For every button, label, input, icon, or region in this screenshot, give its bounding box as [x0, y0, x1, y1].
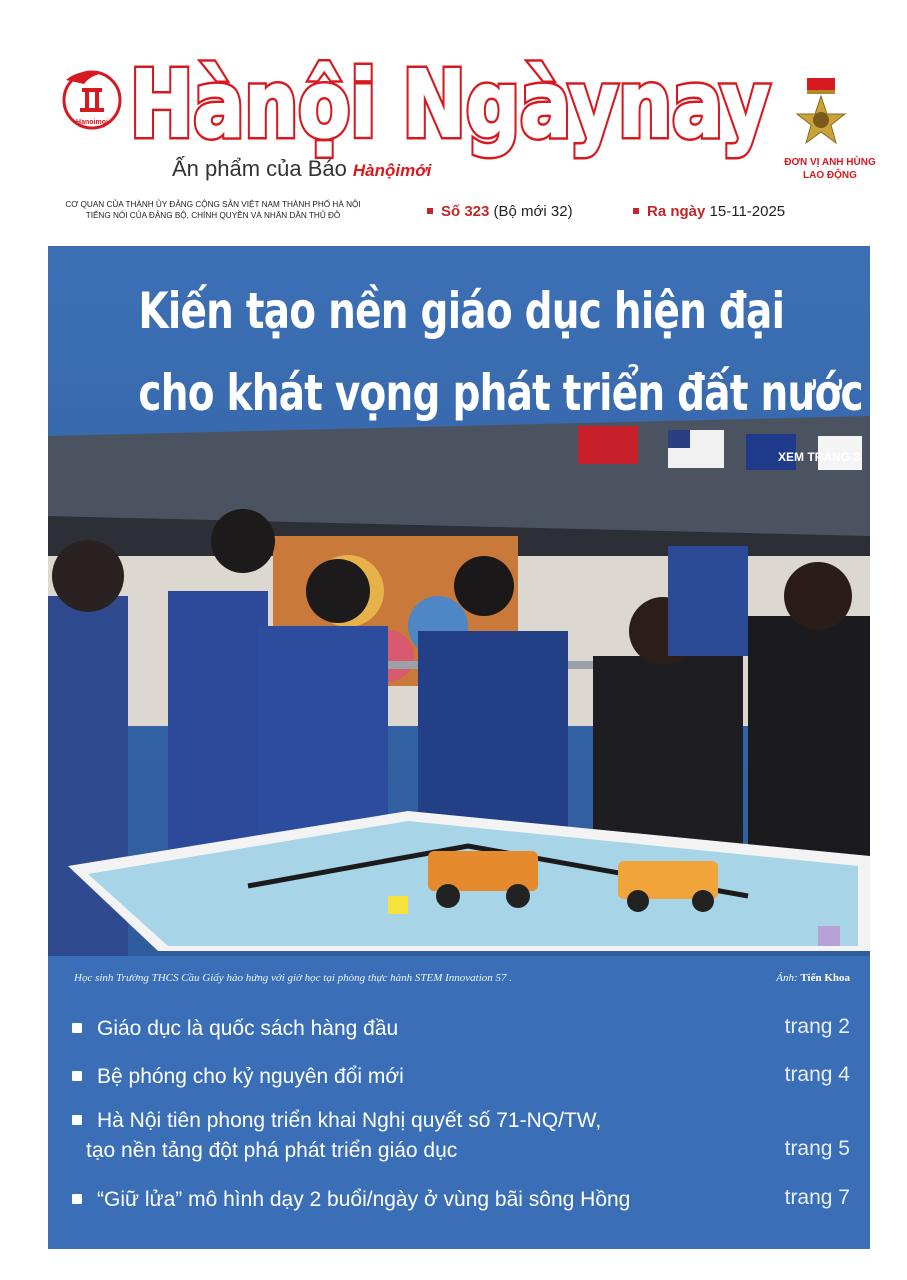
photo-caption: Học sinh Trường THCS Cầu Giấy hào hứng với giờ học tại phòng thực hành STEM Innovation 57 . — [74, 972, 513, 984]
toc-title-line-2: tạo nền tảng đột phá phát triển giáo dục — [86, 1139, 458, 1162]
newspaper-emblem-icon — [60, 62, 124, 134]
toc-title: Giáo dục là quốc sách hàng đầu — [97, 1017, 399, 1040]
see-page-link[interactable]: XEM TRANG 3 — [777, 450, 860, 464]
date-value: 15-11-2025 — [709, 203, 786, 220]
toc-title: Hà Nội tiên phong triển khai Nghị quyết số 71-NQ/TW, — [97, 1109, 602, 1132]
issue-date — [633, 203, 785, 220]
toc-item[interactable] — [72, 1062, 852, 1094]
square-bullet-icon — [427, 208, 433, 214]
agency-line-1: CƠ QUAN CỦA THÀNH ỦY ĐẢNG CỘNG SẢN VIỆT NAM THÀNH PHỐ HÀ NỘI — [65, 200, 361, 209]
toc-page: trang 4 — [784, 1063, 850, 1086]
toc-page: trang 7 — [784, 1186, 850, 1209]
award-label: ĐƠN VỊ ANH HÙNG LAO ĐỘNG — [784, 157, 876, 181]
subtitle-text: Ấn phẩm của Báo — [172, 156, 347, 181]
agency-line-2: TIẾNG NÓI CỦA ĐẢNG BỘ, CHÍNH QUYỀN VÀ NHÂN DÂN THỦ ĐÔ — [85, 211, 341, 220]
square-bullet-icon — [633, 208, 639, 214]
hero-medal-icon — [795, 76, 847, 158]
credit-name: Tiến Khoa — [800, 972, 850, 984]
bullet-icon — [72, 1194, 82, 1204]
agency-block — [48, 199, 378, 221]
masthead-title — [130, 44, 780, 164]
issue-number — [427, 203, 573, 220]
issue-label: Số 323 — [441, 203, 490, 220]
date-label: Ra ngày — [647, 203, 706, 220]
toc-title: “Giữ lửa” mô hình dạy 2 buổi/ngày ở vùng bãi sông Hồng — [97, 1188, 631, 1211]
bullet-icon — [72, 1115, 82, 1125]
toc-item[interactable] — [72, 1106, 852, 1168]
toc-item[interactable] — [72, 1185, 852, 1217]
toc-page: trang 5 — [784, 1137, 850, 1160]
photo-credit — [700, 972, 850, 984]
headline-line-1: Kiến tạo nền giáo dục hiện đại — [138, 282, 785, 340]
issue-series: (Bộ mới 32) — [493, 203, 573, 220]
headline-line-2: cho khát vọng phát triển đất nước — [138, 364, 863, 422]
publisher-name: Hànộimới — [352, 161, 432, 180]
toc-item[interactable] — [72, 1014, 852, 1046]
cover-headline — [138, 270, 863, 434]
emblem-caption: Hanoimoi — [76, 119, 108, 126]
toc-page: trang 2 — [784, 1015, 850, 1038]
bullet-icon — [72, 1023, 82, 1033]
bullet-icon — [72, 1071, 82, 1081]
credit-label: Ảnh: — [776, 972, 798, 984]
svg-text:Hànội Ngàynay: Hànội Ngàynay — [130, 51, 770, 158]
svg-text:Hànội Ngàynay: Hànội Ngàynay — [130, 51, 770, 158]
masthead-subtitle — [172, 156, 431, 182]
toc-title: Bệ phóng cho kỷ nguyên đổi mới — [97, 1065, 404, 1088]
